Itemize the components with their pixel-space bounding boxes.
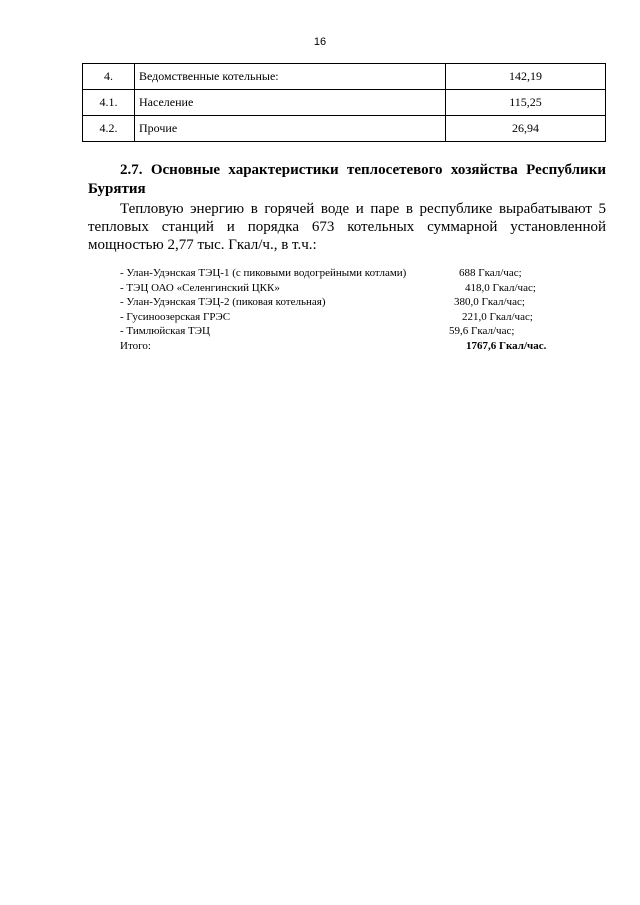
station-capacity: 59,6 Гкал/час; [449, 325, 515, 337]
list-item [120, 310, 600, 325]
station-list [120, 266, 600, 353]
table-row [83, 64, 606, 90]
body-paragraph: Тепловую энергию в горячей воде и паре в республике вырабатывают 5 тепловых станций и порядка 673 котельных суммарной установленной мощностью 2,77 тыс. Гкал/ч., в т.ч.: [88, 201, 606, 253]
station-name: - Гусиноозерская ГРЭС [120, 310, 231, 323]
section-heading: 2.7. Основные характеристики теплосетевого хозяйства Республики Бурятия [88, 162, 606, 197]
station-name: - Улан-Удэнская ТЭЦ-2 (пиковая котельная) [120, 296, 326, 308]
station-capacity: 380,0 Гкал/час; [454, 296, 525, 308]
row-name: Прочие [135, 116, 446, 142]
station-name: - Улан-Удэнская ТЭЦ-1 (с пиковыми водогрейными котлами) [120, 267, 407, 279]
list-item [120, 266, 600, 281]
station-capacity: 688 Гкал/час; [459, 267, 522, 279]
station-capacity: 418,0 Гкал/час; [465, 281, 536, 294]
row-value: 115,25 [446, 90, 606, 116]
row-name: Ведомственные котельные: [135, 64, 446, 90]
station-capacity: 221,0 Гкал/час; [462, 310, 533, 323]
total-label: Итого: [120, 339, 151, 352]
row-value: 26,94 [446, 116, 606, 142]
list-item [120, 295, 600, 310]
row-number: 4. [83, 64, 135, 90]
row-number: 4.2. [83, 116, 135, 142]
station-name: - Тимлюйская ТЭЦ [120, 325, 210, 337]
list-item [120, 281, 600, 296]
list-item [120, 324, 600, 339]
total-value: 1767,6 Гкал/час. [466, 339, 547, 352]
station-name: - ТЭЦ ОАО «Селенгинский ЦКК» [120, 281, 280, 294]
page-number: 16 [313, 36, 327, 48]
table-row [83, 90, 606, 116]
table-row [83, 116, 606, 142]
row-name: Население [135, 90, 446, 116]
total-row [120, 339, 600, 354]
row-number: 4.1. [83, 90, 135, 116]
row-value: 142,19 [446, 64, 606, 90]
heat-consumption-table [82, 63, 606, 142]
